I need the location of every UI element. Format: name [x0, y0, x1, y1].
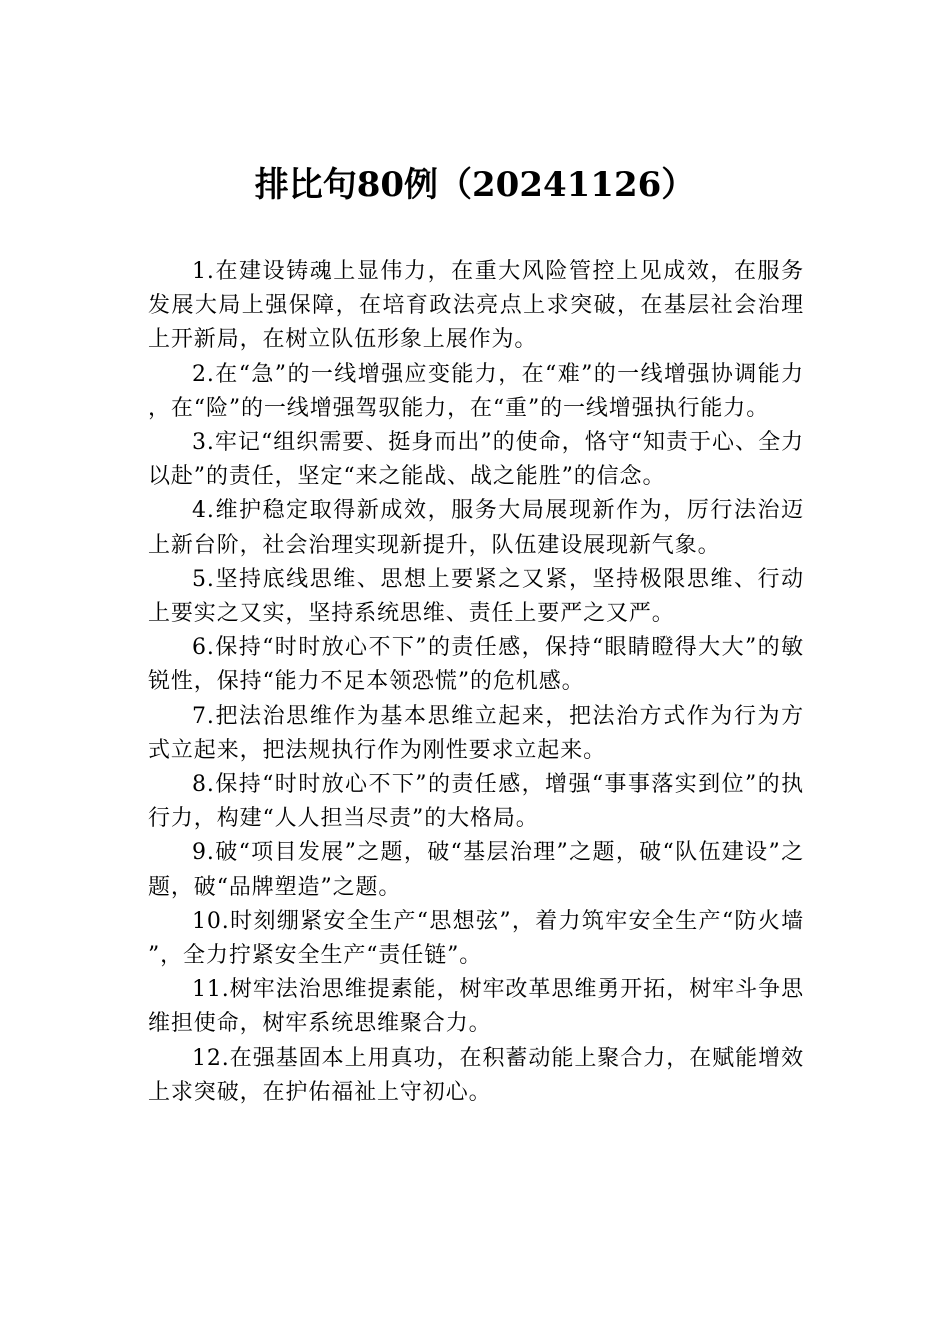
paragraph-11: 11.树牢法治思维提素能，树牢改革思维勇开拓，树牢斗争思维担使命，树牢系统思维聚合力。 — [148, 977, 804, 1037]
paragraph-6: 6.保持“时时放心不下”的责任感，保持“眼睛瞪得大大”的敏锐性，保持“能力不足本领恐慌”的危机感。 — [148, 635, 804, 695]
document-title: 排比句80例（20241126） — [254, 165, 696, 205]
paragraph-8: 8.保持“时时放心不下”的责任感，增强“事事落实到位”的执行力，构建“人人担当尽责”的大格局。 — [148, 772, 804, 832]
paragraph-4: 4.维护稳定取得新成效，服务大局展现新作为，厉行法治迈上新台阶，社会治理实现新提升，队伍建设展现新气象。 — [148, 498, 804, 558]
document-body — [148, 255, 804, 1110]
paragraph-3: 3.牢记“组织需要、挺身而出”的使命，恪守“知责于心、全力以赴”的责任，坚定“来之能战、战之能胜”的信念。 — [148, 430, 804, 490]
paragraph-1: 1.在建设铸魂上显伟力，在重大风险管控上见成效，在服务发展大局上强保障，在培育政法亮点上求突破，在基层社会治理上开新局，在树立队伍形象上展作为。 — [148, 259, 804, 353]
paragraph-12: 12.在强基固本上用真功，在积蓄动能上聚合力，在赋能增效上求突破，在护佑福祉上守初心。 — [148, 1045, 804, 1105]
paragraph-9: 9.破“项目发展”之题，破“基层治理”之题，破“队伍建设”之题，破“品牌塑造”之题。 — [148, 840, 804, 900]
paragraph-2: 2.在“急”的一线增强应变能力，在“难”的一线增强协调能力，在“险”的一线增强驾驭能力，在“重”的一线增强执行能力。 — [148, 361, 804, 421]
paragraph-10: 10.时刻绷紧安全生产“思想弦”，着力筑牢安全生产“防火墙”，全力拧紧安全生产“责任链”。 — [148, 908, 804, 969]
paragraph-7: 7.把法治思维作为基本思维立起来，把法治方式作为行为方式立起来，把法规执行作为刚性要求立起来。 — [148, 703, 804, 763]
paragraph-5: 5.坚持底线思维、思想上要紧之又紧，坚持极限思维、行动上要实之又实，坚持系统思维、责任上要严之又严。 — [148, 566, 804, 627]
